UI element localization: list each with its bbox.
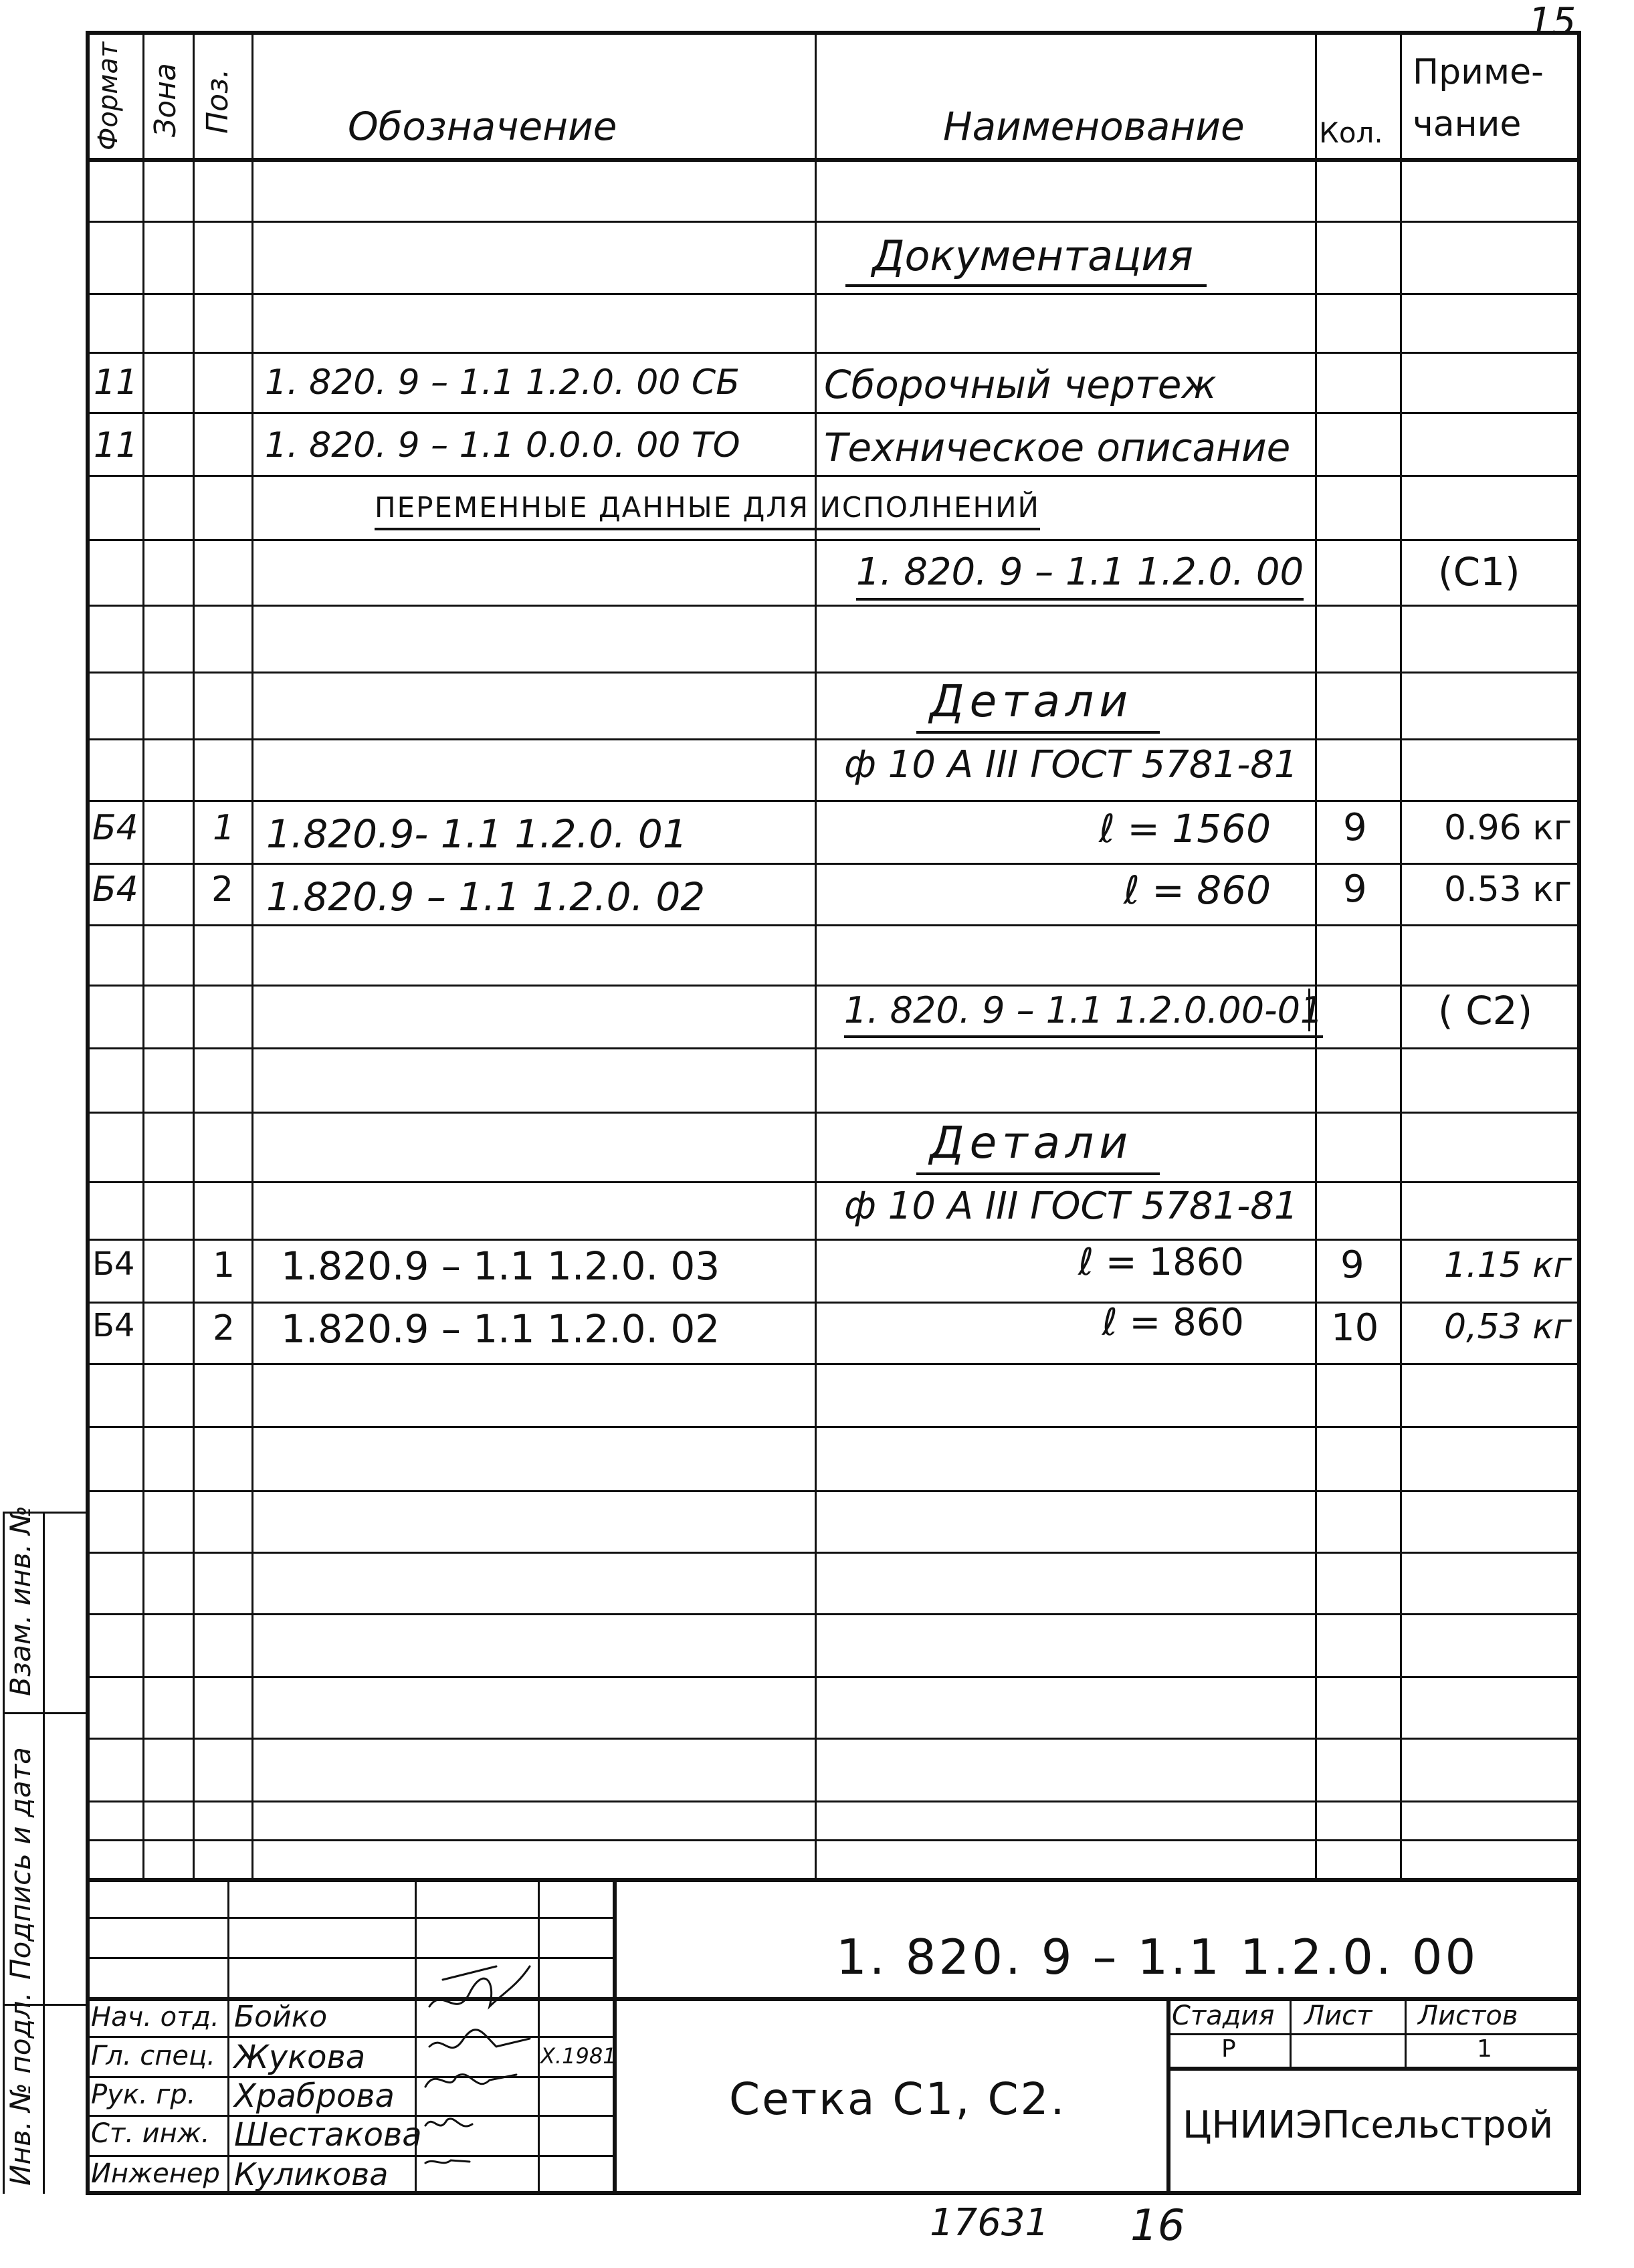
doc1-name: Сборочный чертеж — [824, 362, 1217, 407]
side-stamp-inner — [43, 1512, 45, 2194]
p3-name: ℓ = 1860 — [1078, 1241, 1244, 1284]
var2-name-text: 1. 820. 9 – 1.1 1.2.0.00-01 — [844, 989, 1323, 1038]
role-5: Инженер — [91, 2158, 220, 2189]
row-line — [86, 1676, 1579, 1678]
title-block-right-divider — [1166, 1997, 1170, 2192]
title-block-top — [86, 1878, 1581, 1882]
header-zone: Зона — [148, 63, 183, 137]
row-line — [86, 539, 1579, 541]
p4-pos: 2 — [213, 1308, 235, 1348]
header-note-line1: Приме- — [1413, 52, 1544, 92]
organization: ЦНИИЭПсельстрой — [1183, 2103, 1554, 2147]
details-heading-1 — [916, 676, 1160, 727]
row-line — [86, 605, 1579, 607]
sheet-label: Лист — [1304, 2000, 1372, 2031]
title-block-org-line — [1166, 2067, 1581, 2071]
var2-name — [844, 989, 1324, 1031]
p2-format: Б4 — [92, 869, 138, 910]
row-line — [86, 1239, 1579, 1241]
details-heading-1-text: Детали — [916, 676, 1160, 734]
role-1: Нач. отд. — [91, 2002, 219, 2033]
side-podpis-data: Подпись и дата — [4, 1747, 37, 1980]
page-number: 15 — [1528, 0, 1576, 43]
doc2-format: 11 — [94, 425, 138, 466]
row-line — [86, 1363, 1579, 1365]
role-2: Гл. спец. — [91, 2041, 215, 2071]
drawing-title: Сетка С1, С2. — [729, 2073, 1067, 2125]
doc1-format: 11 — [94, 363, 138, 403]
p2-name: ℓ = 860 — [1123, 867, 1271, 913]
side-stamp-div1 — [3, 1712, 86, 1714]
col-line-pos — [193, 31, 195, 1880]
footer-code: 17631 — [930, 2201, 1049, 2245]
col-line-note — [1400, 31, 1402, 1880]
doc2-designation: 1. 820. 9 – 1.1 0.0.0. 00 ТО — [265, 425, 740, 466]
title-designation: 1. 820. 9 – 1.1 1.2.0. 00 — [836, 1929, 1479, 1985]
row-line — [86, 1552, 1579, 1554]
variable-data-text: ПЕРЕМЕННЫЕ ДАННЫЕ ДЛЯ ИСПОЛНЕНИЙ — [375, 491, 1040, 530]
row-line — [86, 1738, 1579, 1740]
p3-qty: 9 — [1340, 1243, 1364, 1287]
row-line — [86, 412, 1579, 414]
p3-note: 1.15 кг — [1443, 1245, 1572, 1285]
name-2: Жукова — [234, 2039, 366, 2076]
side-inv-podl: Инв. № подл. — [4, 1992, 37, 2186]
p4-qty: 10 — [1331, 1306, 1379, 1350]
frame-top — [86, 31, 1581, 35]
row-line — [86, 1800, 1579, 1802]
p4-name: ℓ = 860 — [1102, 1301, 1244, 1344]
p2-note: 0.53 кг — [1443, 869, 1572, 910]
row-line — [86, 863, 1579, 865]
header-designation: Обозначение — [348, 104, 617, 149]
role-4: Ст. инж. — [91, 2118, 210, 2149]
p1-designation: 1.820.9- 1.1 1.2.0. 01 — [266, 811, 688, 857]
row-line — [86, 1490, 1579, 1492]
row-line — [86, 672, 1579, 674]
var2-cursor-mark — [1308, 989, 1310, 1031]
row-line — [86, 221, 1579, 223]
var1-name — [856, 550, 1304, 594]
var1-name-text: 1. 820. 9 – 1.1 1.2.0. 00 — [856, 550, 1304, 601]
sig-line — [86, 1957, 614, 1959]
sig-line — [86, 1917, 614, 1919]
section-documentation — [845, 231, 1273, 280]
signature-1 — [429, 1966, 530, 2006]
row-line — [86, 293, 1579, 295]
name-4: Шестакова — [234, 2116, 422, 2154]
p1-note: 0.96 кг — [1443, 808, 1572, 848]
p4-note: 0,53 кг — [1443, 1307, 1572, 1347]
header-note-line2: чание — [1413, 104, 1522, 144]
name-3: Храброва — [234, 2077, 395, 2115]
material-1: ф 10 А III ГОСТ 5781-81 — [844, 743, 1298, 787]
signature-4 — [425, 2119, 472, 2126]
p3-format: Б4 — [92, 1245, 135, 1283]
p3-designation: 1.820.9 – 1.1 1.2.0. 03 — [281, 1243, 720, 1289]
signature-3 — [425, 2075, 516, 2087]
header-pos: Поз. — [201, 68, 235, 134]
section-documentation-text: Документация — [845, 231, 1207, 287]
doc2-name: Техническое описание — [824, 425, 1291, 470]
sign-date: Х.1981 — [540, 2043, 617, 2069]
row-line — [86, 1181, 1579, 1183]
p2-pos: 2 — [211, 869, 234, 910]
header-name: Наименование — [943, 104, 1245, 149]
side-vzam-inv: Взам. инв. № — [4, 1505, 37, 1696]
row-line — [86, 985, 1579, 987]
p1-qty: 9 — [1343, 806, 1367, 849]
header-bottom-line — [86, 158, 1581, 162]
col-line-name — [815, 31, 817, 1880]
row-line — [86, 1613, 1579, 1615]
title-block-stage-div — [1290, 1997, 1292, 2067]
p1-format: Б4 — [92, 808, 138, 848]
material-2: ф 10 А III ГОСТ 5781-81 — [844, 1184, 1298, 1228]
signature-1b — [443, 1966, 496, 1980]
p4-designation: 1.820.9 – 1.1 1.2.0. 02 — [281, 1306, 720, 1352]
p4-format: Б4 — [92, 1307, 135, 1344]
details-heading-2 — [916, 1117, 1160, 1168]
col-line-designation — [251, 31, 253, 1880]
footer-num: 16 — [1130, 2201, 1185, 2251]
p2-qty: 9 — [1343, 867, 1367, 911]
var1-note: (С1) — [1438, 549, 1520, 595]
doc1-designation: 1. 820. 9 – 1.1 1.2.0. 00 СБ — [265, 363, 740, 403]
sheets-label: Листов — [1418, 2000, 1518, 2031]
row-line — [86, 1426, 1579, 1428]
stage-label: Стадия — [1172, 2000, 1275, 2031]
col-line-zone — [142, 31, 144, 1880]
header-format: Формат — [93, 41, 124, 150]
title-block-sheet-div — [1405, 1997, 1407, 2067]
p1-pos: 1 — [213, 808, 235, 848]
col-line-qty — [1315, 31, 1317, 1880]
row-line — [86, 924, 1579, 926]
signature-2 — [429, 2030, 530, 2048]
header-qty: Кол. — [1319, 116, 1383, 149]
name-1: Бойко — [234, 2000, 328, 2034]
sheets-value: 1 — [1477, 2035, 1492, 2063]
var2-note: ( С2) — [1438, 988, 1533, 1033]
stage-value: Р — [1221, 2035, 1236, 2063]
row-line — [86, 800, 1579, 802]
row-line — [86, 352, 1579, 354]
p2-designation: 1.820.9 – 1.1 1.2.0. 02 — [266, 874, 706, 920]
row-line — [86, 738, 1579, 740]
row-line — [86, 1047, 1579, 1049]
p3-pos: 1 — [213, 1245, 235, 1285]
row-line — [86, 1302, 1579, 1304]
role-3: Рук. гр. — [91, 2079, 196, 2110]
p1-name: ℓ = 1560 — [1098, 806, 1271, 851]
details-heading-2-text: Детали — [916, 1117, 1160, 1175]
name-5: Куликова — [234, 2156, 389, 2192]
row-line — [86, 1839, 1579, 1841]
variable-data-heading — [375, 491, 1040, 524]
signature-5 — [425, 2160, 470, 2163]
row-line — [86, 475, 1579, 477]
row-line — [86, 1112, 1579, 1114]
signatures-drawing — [416, 1960, 614, 2191]
